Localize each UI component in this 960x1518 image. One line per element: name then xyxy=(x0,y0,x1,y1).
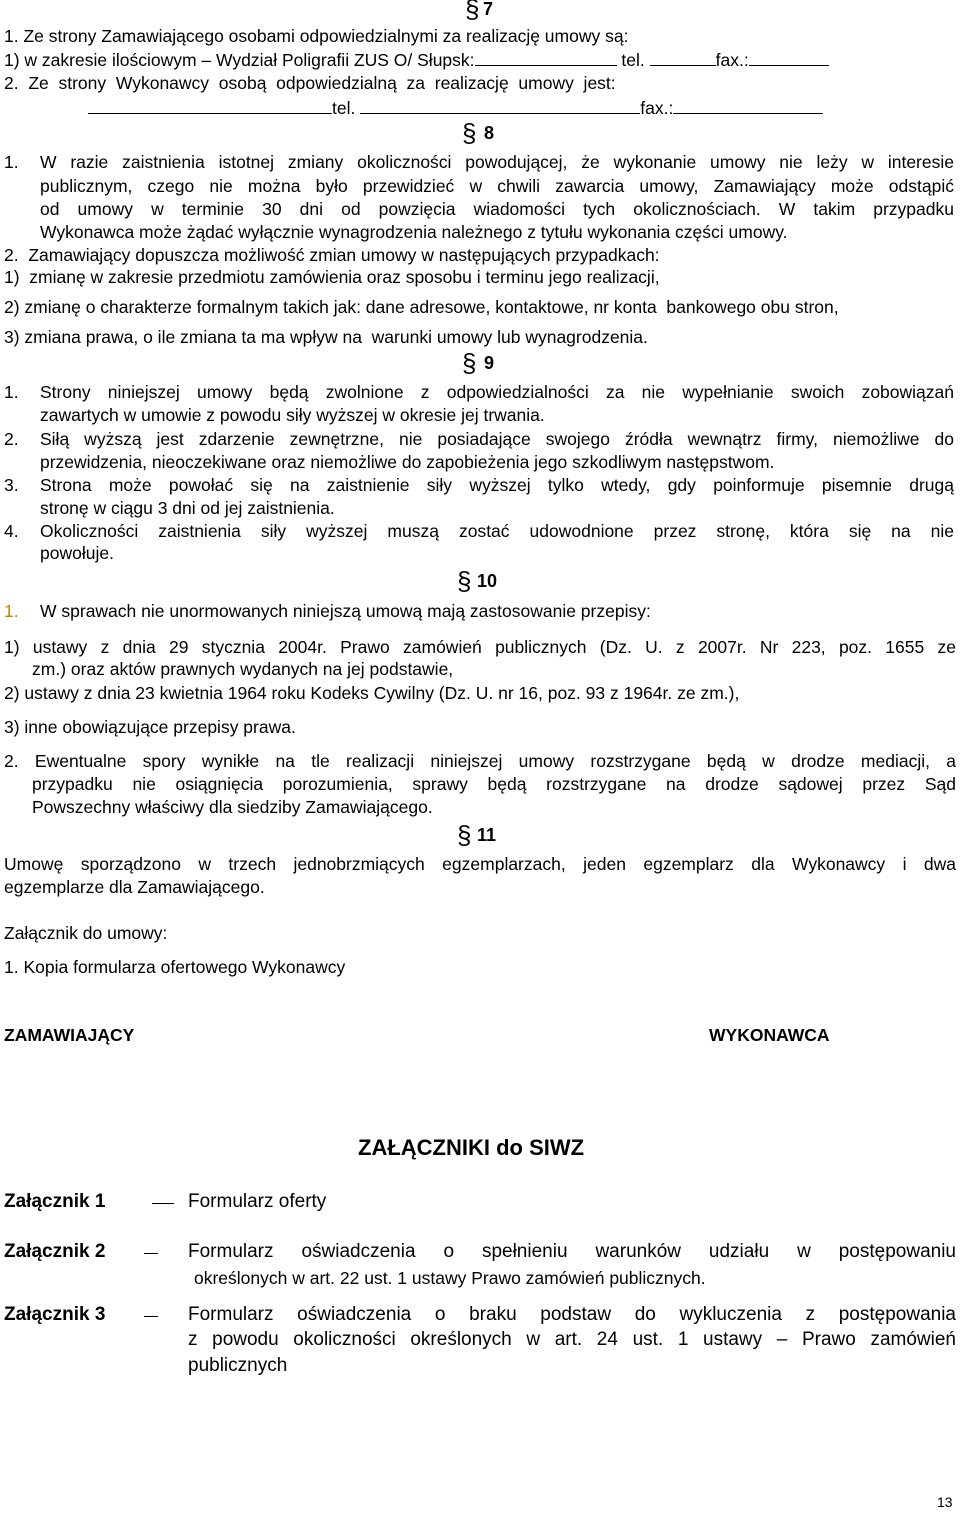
s8-item-2: 2) zmianę o charakterze formalnym takich jak: dane adresowe, kontaktowe, nr konta bankowego obu stron, xyxy=(4,297,839,317)
s9-item-line: stronę w ciągu 3 dni od jej zaistnienia. xyxy=(40,498,335,518)
attachment-3-label: Załącznik 3 xyxy=(4,1304,106,1325)
dash xyxy=(144,1316,158,1317)
s7-line-4: tel. fax.: xyxy=(88,96,823,120)
attachment-1-text: Formularz oferty xyxy=(188,1191,327,1212)
s10-p2-line: 2. Ewentualne spory wynikłe na tle realizacji niniejszej umowy rozstrzygane będą w drodze mediacji, a xyxy=(4,751,956,771)
attachment-1-label: Załącznik 1 xyxy=(4,1191,106,1212)
section-number: 9 xyxy=(484,353,495,373)
blank-line xyxy=(673,96,823,114)
s9-item-number: 4. xyxy=(4,521,19,541)
s9-item-number: 3. xyxy=(4,475,19,495)
s9-item-line: Strony niniejszej umowy będą zwolnione z odpowiedzialności za nie wypełnianie swoich zobowiązań xyxy=(40,382,954,402)
s10-item-1-line: zm.) oraz aktów prawnych wydanych na jej podstawie, xyxy=(32,659,454,679)
dash xyxy=(144,1253,158,1254)
s10-p1: W sprawach nie unormowanych niniejszą umową mają zastosowanie przepisy: xyxy=(40,601,651,621)
dash xyxy=(152,1203,174,1204)
s9-item-line: przewidzenia, nieoczekiwane oraz niemożliwe do zapobieżenia jego szkodliwym następstwom. xyxy=(40,452,775,472)
attachment-3-line: Formularz oświadczenia o braku podstaw do wykluczenia z postępowania xyxy=(188,1304,956,1325)
blank-line xyxy=(88,96,332,114)
attachment-2-line: Formularz oświadczenia o spełnieniu warunków udziału w postępowaniu xyxy=(188,1241,956,1262)
s10-item-2: 2) ustawy z dnia 23 kwietnia 1964 roku Kodeks Cywilny (Dz. U. nr 16, poz. 93 z 1964r. ze zm.), xyxy=(4,683,740,703)
attachment-3-line: publicznych xyxy=(188,1355,288,1376)
attachment-2-label: Załącznik 2 xyxy=(4,1241,106,1262)
s8-p2: 2. Zamawiający dopuszcza możliwość zmian umowy w następujących przypadkach: xyxy=(4,245,660,265)
section-sign: § xyxy=(462,348,477,378)
s9-item-number: 1. xyxy=(4,382,19,402)
page-number: 13 xyxy=(937,1494,953,1510)
blank-line xyxy=(749,48,829,66)
s9-item-line: zawartych w umowie z powodu siły wyższej w okresie jej trwania. xyxy=(40,405,545,425)
s9-item-line: Siłą wyższą jest zdarzenie zewnętrzne, nie posiadające swojego źródła wewnątrz firmy, niemożliwe do xyxy=(40,429,954,449)
section-sign: § xyxy=(465,0,480,24)
s8-item-3: 3) zmiana prawa, o ile zmiana ta ma wpływ na warunki umowy lub wynagrodzenia. xyxy=(4,327,648,347)
s10-item-1-line: 1) ustawy z dnia 29 stycznia 2004r. Prawo zamówień publicznych (Dz. U. z 2007r. Nr 223, poz. 1655 ze xyxy=(4,637,956,657)
s7-line-3: 2. Ze strony Wykonawcy osobą odpowiedzialną za realizację umowy jest: xyxy=(4,73,616,93)
blank-line xyxy=(650,48,716,66)
s7-line-2: 1) w zakresie ilościowym – Wydział Poligrafii ZUS O/ Słupsk: tel. fax.: xyxy=(4,48,829,72)
s8-p1-line: publicznym, czego nie można było przewidzieć w chwili zawarcia umowy, Zamawiający może odstąpić xyxy=(40,176,954,196)
signature-wykonawca: WYKONAWCA xyxy=(709,1025,830,1045)
s7-line-1: 1. Ze strony Zamawiającego osobami odpowiedzialnymi za realizację umowy są: xyxy=(4,26,629,46)
s11-line: egzemplarze dla Zamawiającego. xyxy=(4,877,265,897)
s8-p1-line: Wykonawca może żądać wyłącznie wynagrodzenia należnego z tytułu wykonania części umowy. xyxy=(40,222,788,242)
attachments-title: ZAŁĄCZNIKI do SIWZ xyxy=(358,1135,585,1160)
s10-p2-line: przypadku nie osiągnięcia porozumienia, sprawy będą rozstrzygane na drodze sądowej przez Sąd xyxy=(32,774,956,794)
s9-item-number: 2. xyxy=(4,429,19,449)
attachment-item: 1. Kopia formularza ofertowego Wykonawcy xyxy=(4,957,346,977)
section-number: 8 xyxy=(484,123,495,143)
s10-p2-line: Powszechny właściwy dla siedziby Zamawiającego. xyxy=(32,797,433,817)
blank-line xyxy=(360,96,640,114)
section-sign: § xyxy=(457,566,472,596)
s10-p1-number: 1. xyxy=(4,601,19,621)
s9-item-line: Strona może powołać się na zaistnienie siły wyższej tylko wtedy, gdy poinformuje pisemnie drugą xyxy=(40,475,954,495)
s9-item-line: powołuje. xyxy=(40,543,114,563)
attachment-label: Załącznik do umowy: xyxy=(4,923,168,943)
s8-item-1: 1) zmianę w zakresie przedmiotu zamówienia oraz sposobu i terminu jego realizacji, xyxy=(4,267,660,287)
section-number: 10 xyxy=(477,571,498,591)
s10-item-3: 3) inne obowiązujące przepisy prawa. xyxy=(4,717,296,737)
section-sign: § xyxy=(457,820,472,850)
signature-zamawiajacy: ZAMAWIAJĄCY xyxy=(4,1025,135,1045)
blank-line xyxy=(475,48,617,66)
section-number: 11 xyxy=(477,825,497,845)
s8-p1-line: od umowy w terminie 30 dni od powzięcia wiadomości tych okolicznościach. W takim przypadku xyxy=(40,199,954,219)
section-sign: § xyxy=(462,118,477,148)
attachment-3-line: z powodu okoliczności określonych w art. 24 ust. 1 ustawy – Prawo zamówień xyxy=(188,1329,956,1350)
s8-p1-number: 1. xyxy=(4,152,19,172)
s11-line: Umowę sporządzono w trzech jednobrzmiących egzemplarzach, jeden egzemplarz dla Wykonawcy i dwa xyxy=(4,854,956,874)
s8-p1-line: W razie zaistnienia istotnej zmiany okoliczności powodującej, że wykonanie umowy nie leży w interesie xyxy=(40,152,954,172)
attachment-2-line: określonych w art. 22 ust. 1 ustawy Prawo zamówień publicznych. xyxy=(194,1268,706,1288)
section-number: 7 xyxy=(483,0,494,19)
s9-item-line: Okoliczności zaistnienia siły wyższej muszą zostać udowodnione przez stronę, która się na nie xyxy=(40,521,954,541)
